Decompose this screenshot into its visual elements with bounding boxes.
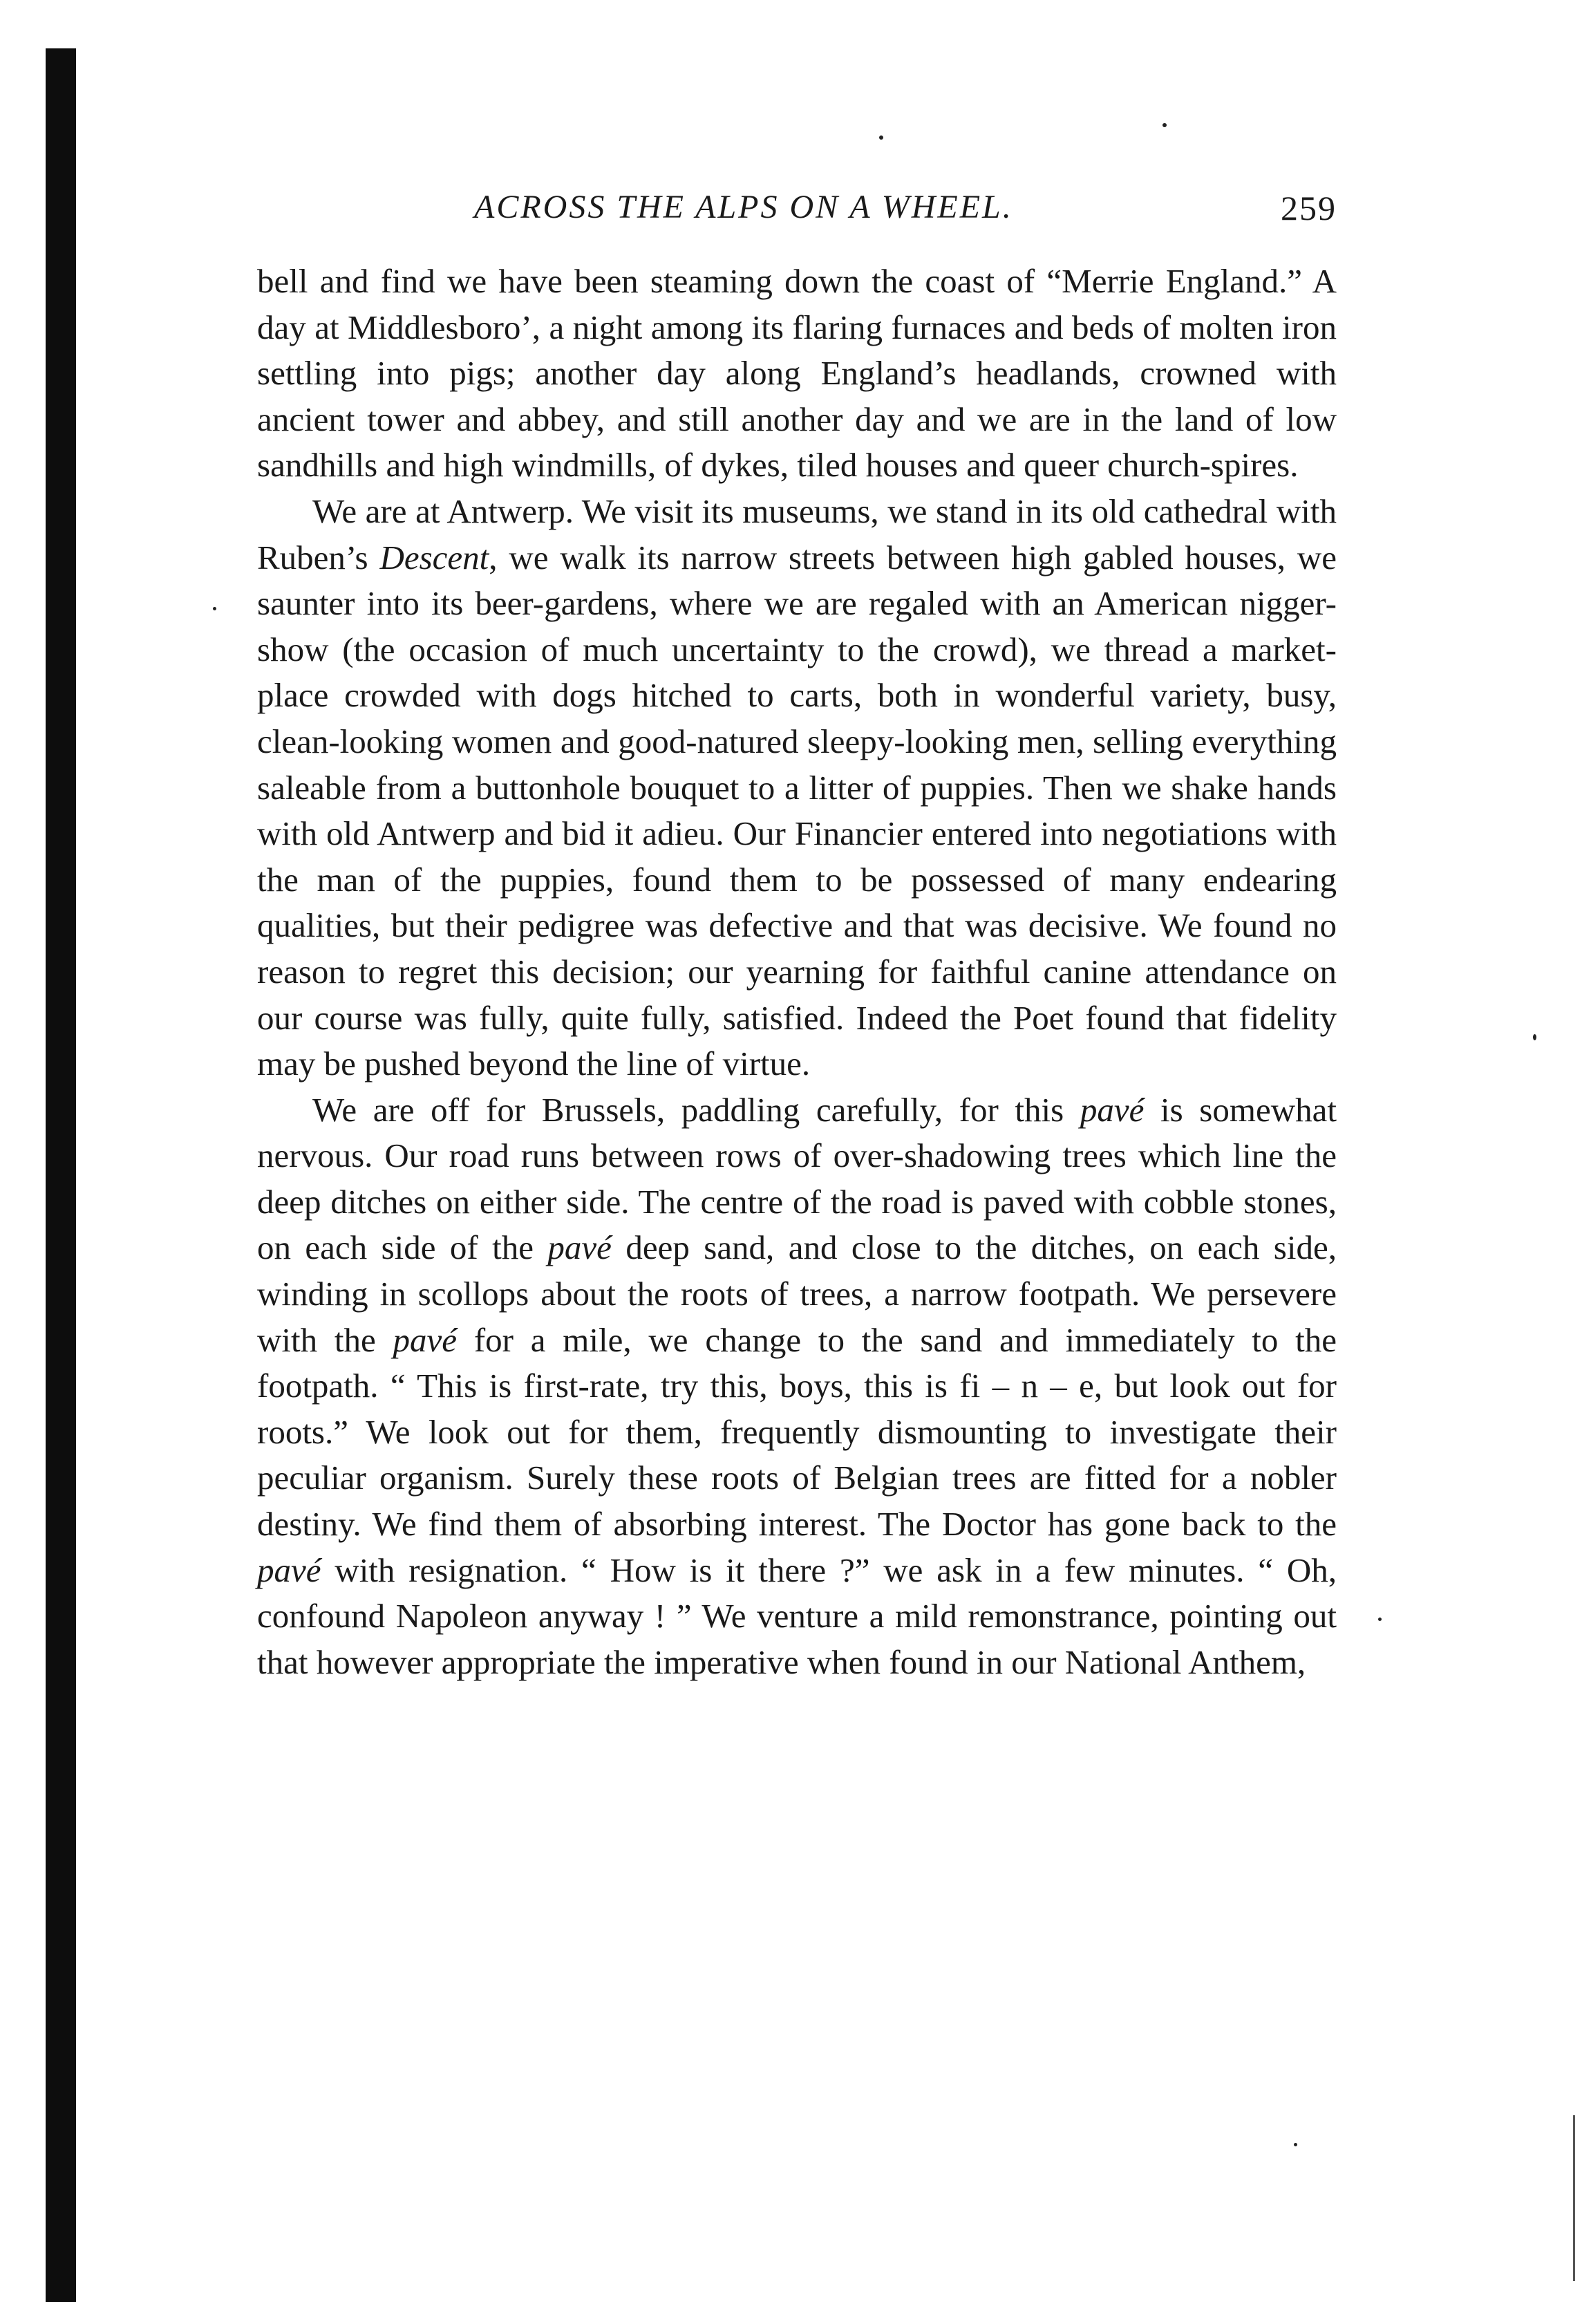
- italic-phrase: Descent: [379, 538, 489, 577]
- scan-speck: [1294, 2143, 1297, 2146]
- page-number: 259: [1281, 189, 1337, 227]
- italic-phrase: pavé: [547, 1228, 612, 1267]
- scan-speck: [1378, 1618, 1382, 1621]
- italic-phrase: pavé: [257, 1550, 321, 1589]
- text-run: is somewhat nervous. Our road runs between rows of over-shadowing trees which line the deep ditches on either side. The centre of the road is paved with cobble stones, on each side of the: [257, 1090, 1337, 1267]
- scan-speck: [879, 135, 883, 140]
- book-page: [257, 173, 1337, 1685]
- paragraph: [257, 1087, 1337, 1686]
- binding-edge-shadow: [46, 48, 76, 2302]
- text-run: for a mile, we change to the sand and immediately to the footpath. “ This is first-rate, try this, boys, this is fi – n – e, but look out for roots.” We look out for them, frequently dismounting to investigate their peculiar organism. Surely these roots of Belgian trees are fitted for a nobler destiny. We find them of absorbing interest. The Doctor has gone back to the: [257, 1320, 1337, 1544]
- scan-speck: [1533, 1034, 1536, 1040]
- italic-phrase: pavé: [393, 1320, 458, 1359]
- running-head: [257, 173, 1337, 235]
- text-run: We are at Antwerp. We visit its museums, we stand in its old cathedral with Ruben’s: [257, 491, 1337, 577]
- paragraph: [257, 489, 1337, 1087]
- text-run: with resignation. “ How is it there ?” we ask in a few minutes. “ Oh, confound Napoleon anyway ! ” We venture a mild remonstrance, pointing out that however appropriate the imperative when found in our National Anthem,: [257, 1550, 1337, 1681]
- scan-speck: [213, 607, 216, 610]
- running-title: ACROSS THE ALPS ON A WHEEL.: [474, 189, 1013, 225]
- body-text: [257, 259, 1337, 1685]
- text-run: We are off for Brussels, paddling carefully, for this: [312, 1090, 1080, 1129]
- paragraph: [257, 259, 1337, 489]
- text-run: bell and find we have been steaming down the coast of “Merrie England.” A day at Middlesboro’, a night among its flaring furnaces and beds of molten iron settling into pigs; another day along England’s headlands, crowned with ancient tower and abbey, and still another day and we are in the land of low sandhills and high windmills, of dykes, tiled houses and queer church-spires.: [257, 262, 1337, 485]
- scan-speck: [1573, 2115, 1575, 2281]
- text-run: , we walk its narrow streets between high gabled houses, we saunter into its beer-gardens, where we are regaled with an American nigger-show (the occasion of much uncertainty to the crowd), we thread a market-place crowded with dogs hitched to carts, both in wonderful variety, busy, clean-looking women and good-natured sleepy-looking men, selling everything saleable from a buttonhole bouquet to a litter of puppies. Then we shake hands with old Antwerp and bid it adieu. Our Financier entered into negotiations with the man of the puppies, found them to be possessed of many endearing qualities, but their pedigree was defective and that was decisive. We found no reason to regret this decision; our yearning for faithful canine attendance on our course was fully, quite fully, satisfied. Indeed the Poet found that fidelity may be pushed beyond the line of virtue.: [257, 538, 1337, 1083]
- text-run: deep sand, and close to the ditches, on each side, winding in scollops about the roots of trees, a narrow footpath. We persevere with the: [257, 1228, 1337, 1359]
- italic-phrase: pavé: [1080, 1090, 1145, 1129]
- scan-speck: [1162, 123, 1167, 127]
